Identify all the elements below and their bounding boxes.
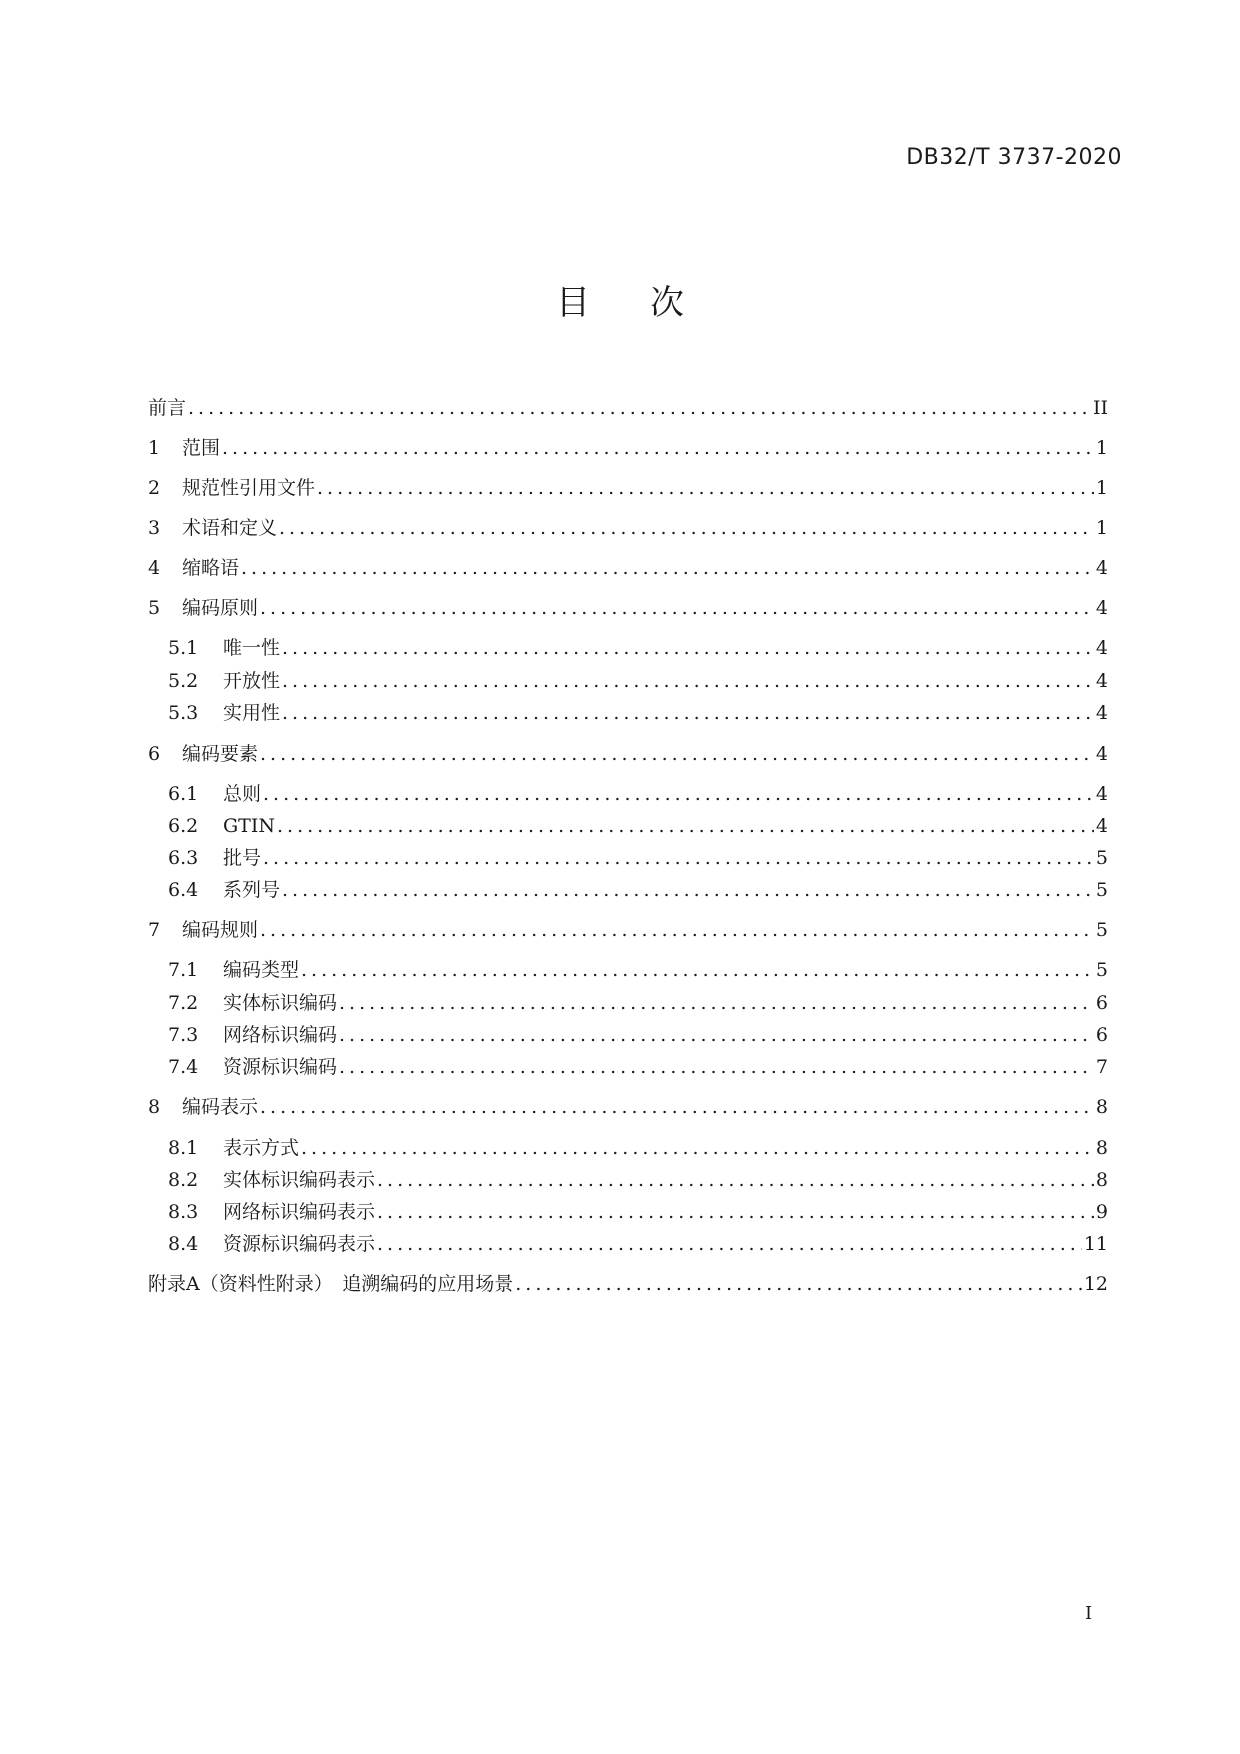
- toc-dot-leader: [263, 780, 1094, 808]
- toc-entry-page: 1: [1095, 517, 1108, 539]
- toc-entry-label: 编码类型: [223, 959, 300, 981]
- toc-entry-page: 4: [1095, 557, 1108, 579]
- toc-dot-leader: [260, 594, 1094, 622]
- toc-dot-leader: [317, 474, 1094, 502]
- toc-entry-label: 编码规则: [182, 919, 259, 941]
- toc-entry-number: 5.3: [168, 702, 199, 724]
- toc-entry-number: 7: [148, 919, 161, 941]
- toc-entry[interactable]: [168, 1134, 1108, 1162]
- toc-entry[interactable]: [148, 1270, 1108, 1298]
- toc-entry-number: 6.2: [168, 815, 199, 837]
- toc-entry[interactable]: [148, 1093, 1108, 1121]
- toc-entry[interactable]: [168, 1021, 1108, 1049]
- toc-entry-page: 1: [1095, 477, 1108, 499]
- toc-entry-page: 4: [1095, 815, 1108, 837]
- toc-entry[interactable]: [168, 1230, 1108, 1258]
- toc-entry-label: 前言: [148, 397, 187, 419]
- toc-entry-label: 编码要素: [182, 743, 259, 765]
- toc-entry-number: 6.4: [168, 879, 199, 901]
- toc-entry-number: 8: [148, 1096, 161, 1118]
- toc-entry-page: 8: [1095, 1137, 1108, 1159]
- toc-entry-page: 6: [1095, 992, 1108, 1014]
- toc-entry[interactable]: [168, 956, 1108, 984]
- toc-entry-label: 网络标识编码表示: [223, 1201, 376, 1223]
- toc-entry[interactable]: [168, 876, 1108, 904]
- toc-entry-number: 4: [148, 557, 161, 579]
- toc-dot-leader: [301, 1134, 1094, 1162]
- toc-dot-leader: [282, 634, 1094, 662]
- toc-dot-leader: [277, 812, 1094, 840]
- toc-title-part2: 次: [650, 283, 684, 323]
- toc-entry-page: 6: [1095, 1024, 1108, 1046]
- toc-dot-leader: [188, 394, 1091, 422]
- toc-dot-leader: [301, 956, 1094, 984]
- toc-entry-label: 实体标识编码表示: [223, 1169, 376, 1191]
- toc-entry-label: 资源标识编码表示: [223, 1233, 376, 1255]
- toc-entry-label: 网络标识编码: [223, 1024, 338, 1046]
- toc-entry-label: 表示方式: [223, 1137, 300, 1159]
- toc-entry-number: 7.2: [168, 992, 199, 1014]
- toc-entry[interactable]: [168, 812, 1108, 840]
- toc-entry[interactable]: [168, 780, 1108, 808]
- toc-entry-page: 4: [1095, 702, 1108, 724]
- toc-entry-page: 4: [1095, 637, 1108, 659]
- toc-entry-page: 5: [1095, 919, 1108, 941]
- toc-dot-leader: [377, 1166, 1094, 1194]
- toc-entry-number: 1: [148, 437, 161, 459]
- toc-entry-page: 4: [1095, 670, 1108, 692]
- toc-entry-page: 7: [1095, 1056, 1108, 1078]
- toc-entry-page: 4: [1095, 783, 1108, 805]
- toc-entry-label: 范围: [182, 437, 221, 459]
- toc-entry-label: GTIN: [223, 815, 275, 837]
- toc-entry[interactable]: [148, 514, 1108, 542]
- toc-dot-leader: [222, 434, 1094, 462]
- toc-entry-number: 2: [148, 477, 161, 499]
- toc-dot-leader: [260, 1093, 1094, 1121]
- toc-dot-leader: [260, 740, 1094, 768]
- toc-entry-number: 7.4: [168, 1056, 199, 1078]
- toc-entry-page: 5: [1095, 959, 1108, 981]
- toc-entry-number: 5: [148, 597, 161, 619]
- toc-entry[interactable]: [148, 394, 1108, 422]
- toc-dot-leader: [339, 989, 1094, 1017]
- toc-entry-number: 6.1: [168, 783, 199, 805]
- toc-entry[interactable]: [168, 844, 1108, 872]
- toc-entry[interactable]: [168, 634, 1108, 662]
- toc-dot-leader: [282, 667, 1094, 695]
- toc-entry-label: 实用性: [223, 702, 281, 724]
- toc-entry-number: 5.2: [168, 670, 199, 692]
- toc-entry[interactable]: [148, 740, 1108, 768]
- toc-entry[interactable]: [168, 1166, 1108, 1194]
- toc-entry[interactable]: [168, 989, 1108, 1017]
- toc-dot-leader: [339, 1021, 1094, 1049]
- toc-dot-leader: [279, 514, 1094, 542]
- toc-entry[interactable]: [148, 594, 1108, 622]
- toc-dot-leader: [377, 1198, 1094, 1226]
- toc-entry[interactable]: [168, 667, 1108, 695]
- toc-dot-leader: [282, 876, 1094, 904]
- toc-entry-number: 7.3: [168, 1024, 199, 1046]
- toc-dot-leader: [339, 1053, 1094, 1081]
- page-number: I: [1085, 1603, 1093, 1624]
- toc-entry-label: 实体标识编码: [223, 992, 338, 1014]
- toc-entry-page: 8: [1095, 1169, 1108, 1191]
- toc-entry-label: 缩略语: [182, 557, 240, 579]
- toc-dot-leader: [241, 554, 1094, 582]
- toc-entry-page: 12: [1083, 1273, 1108, 1295]
- toc-title-part1: 目: [556, 283, 590, 323]
- toc-entry-label: 总则: [223, 783, 262, 805]
- toc-entry-label: 规范性引用文件: [182, 477, 316, 499]
- toc-entry-number: 6.3: [168, 847, 199, 869]
- toc-entry[interactable]: [168, 699, 1108, 727]
- toc-entry-label: 唯一性: [223, 637, 281, 659]
- toc-entry-number: 8.1: [168, 1137, 199, 1159]
- toc-entry-page: 1: [1095, 437, 1108, 459]
- toc-entry[interactable]: [168, 1053, 1108, 1081]
- toc-entry-label: 编码表示: [182, 1096, 259, 1118]
- toc-entry-page: II: [1092, 397, 1108, 419]
- toc-dot-leader: [263, 844, 1094, 872]
- toc-entry-label: 编码原则: [182, 597, 259, 619]
- toc-entry[interactable]: [148, 474, 1108, 502]
- toc-dot-leader: [260, 916, 1094, 944]
- toc-entry-number: 6: [148, 743, 161, 765]
- toc-entry[interactable]: [148, 554, 1108, 582]
- toc-entry-page: 9: [1095, 1201, 1108, 1223]
- toc-entry-number: 3: [148, 517, 161, 539]
- toc-entry-number: 5.1: [168, 637, 199, 659]
- toc-entry-page: 5: [1095, 847, 1108, 869]
- toc-entry-number: 7.1: [168, 959, 199, 981]
- toc-entry-label: 资源标识编码: [223, 1056, 338, 1078]
- toc-entry-page: 4: [1095, 743, 1108, 765]
- toc-entry-page: 4: [1095, 597, 1108, 619]
- toc-entry-label: 系列号: [223, 879, 281, 901]
- toc-entry[interactable]: [168, 1198, 1108, 1226]
- document-code: DB32/T 3737-2020: [906, 145, 1122, 170]
- toc-entry-label: 批号: [223, 847, 262, 869]
- toc-entry-page: 8: [1095, 1096, 1108, 1118]
- toc-dot-leader: [377, 1230, 1082, 1258]
- toc-entry[interactable]: [148, 434, 1108, 462]
- toc-entry-number: 8.3: [168, 1201, 199, 1223]
- toc-entry-label: 开放性: [223, 670, 281, 692]
- toc-entry-number: 8.4: [168, 1233, 199, 1255]
- toc-dot-leader: [282, 699, 1094, 727]
- toc-title: [0, 275, 1240, 324]
- toc-entry-label: 术语和定义: [182, 517, 278, 539]
- toc-entry-number: 8.2: [168, 1169, 199, 1191]
- toc-entry-page: 5: [1095, 879, 1108, 901]
- toc-entry[interactable]: [148, 916, 1108, 944]
- toc-entry-page: 11: [1083, 1233, 1108, 1255]
- toc-entry-label: 附录A（资料性附录） 追溯编码的应用场景: [148, 1273, 514, 1295]
- toc-dot-leader: [515, 1270, 1082, 1298]
